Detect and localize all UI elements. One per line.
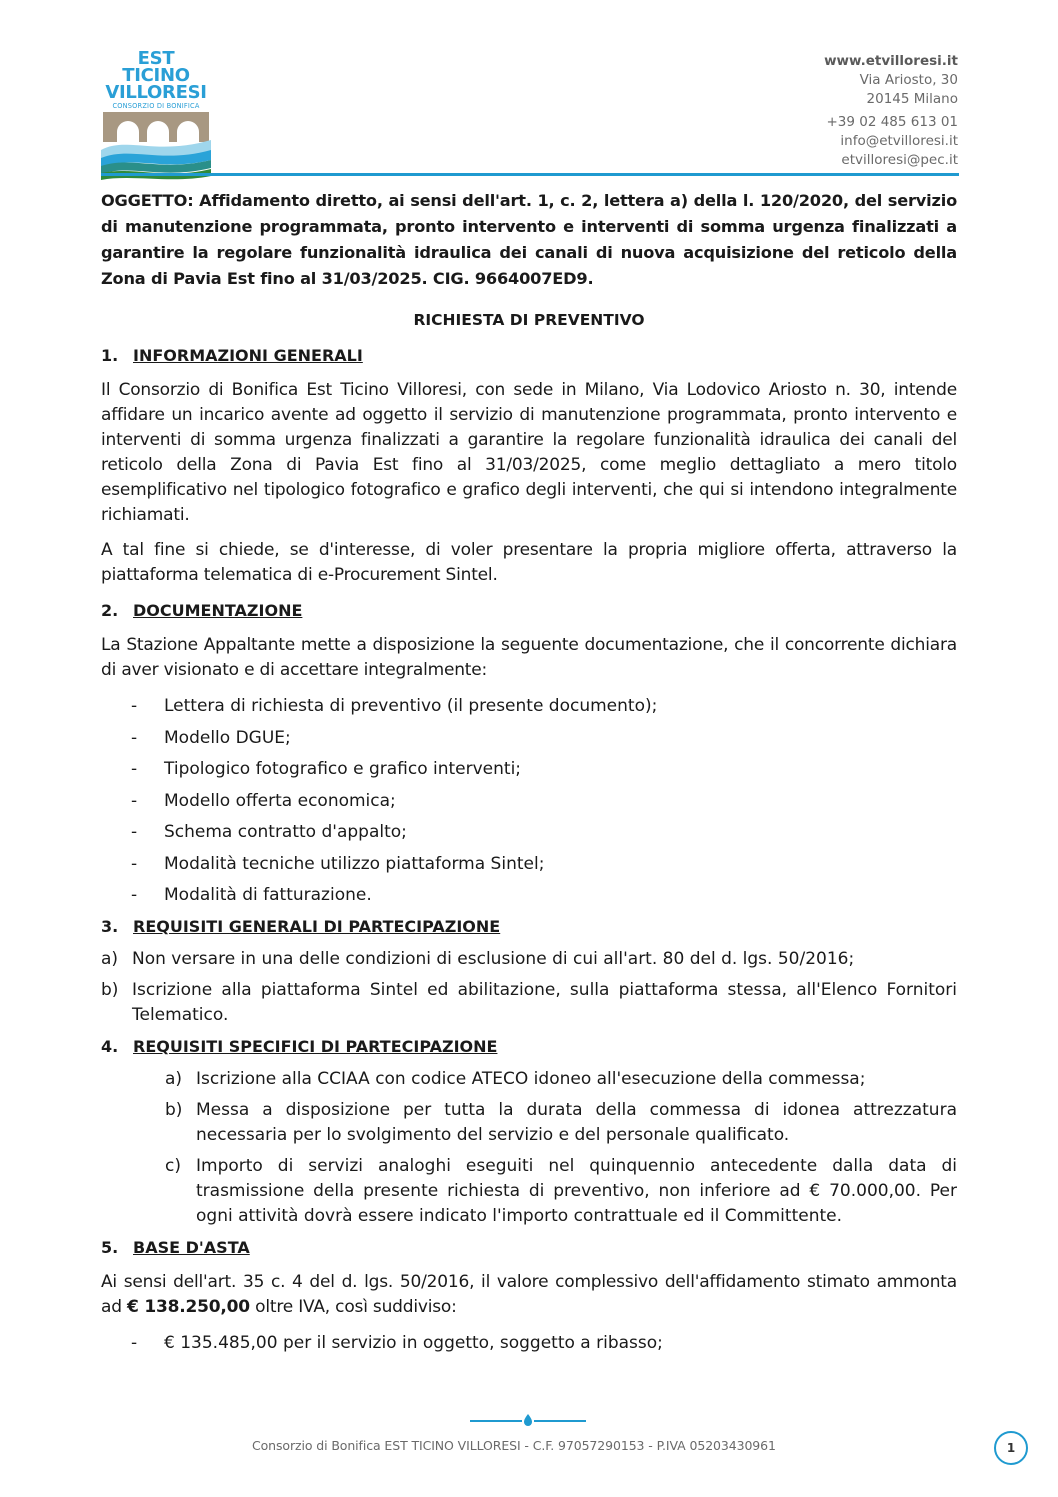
logo-line-2: VILLORESI (105, 82, 207, 103)
documentation-list (101, 691, 957, 912)
page-number: 1 (994, 1431, 1028, 1465)
list-item: - Modello DGUE; (131, 727, 291, 748)
paragraph: Ai sensi dell'art. 35 c. 4 del d. lgs. 50/2016, il valore complessivo dell'affidamento stimato ammonta ad € 138.250,00 oltre IVA, così suddiviso: (101, 1271, 957, 1317)
section-number: 3. (101, 916, 119, 936)
section-number: 5. (101, 1237, 119, 1257)
list-item: - € 135.485,00 per il servizio in oggetto, soggetto a ribasso; (131, 1332, 663, 1353)
organization-logo (101, 50, 211, 166)
general-requirements-list (101, 947, 957, 1028)
section-title: REQUISITI SPECIFICI DI PARTECIPAZIONE (133, 1036, 498, 1056)
address-city: 20145 Milano (866, 91, 958, 107)
paragraph: La Stazione Appaltante mette a disposizione la seguente documentazione, che il concorrente dichiara di aver visionato e di accettare integralmente: (101, 635, 957, 680)
section-number: 2. (101, 601, 119, 620)
contact-info (824, 52, 958, 170)
aqueduct-waves-logo-icon (101, 112, 211, 182)
total-amount: € 138.250,00 (127, 1296, 250, 1317)
section-4-heading (101, 1034, 957, 1059)
document-title: RICHIESTA DI PREVENTIVO (413, 311, 645, 329)
amount-breakdown-list (101, 1328, 957, 1360)
specific-requirements-list (101, 1067, 957, 1229)
list-item: c) Importo di servizi analoghi eseguiti nel quinquennio antecedente dalla data di trasmissione della presente richiesta di preventivo, non inferiore ad € 70.000,00. Per ogni attività dovrà essere indicato l'importo contrattuale ed il Committente. (165, 1155, 957, 1226)
section-3-heading (101, 914, 957, 939)
list-item: a) Iscrizione alla CCIAA con codice ATECO idoneo all'esecuzione della commessa; (165, 1068, 866, 1089)
list-item: - Lettera di richiesta di preventivo (il presente documento); (131, 696, 658, 717)
email-link[interactable]: info@etvilloresi.it (840, 133, 958, 149)
list-item: - Tipologico fotografico e grafico interventi; (131, 759, 522, 780)
phone-number: +39 02 485 613 01 (826, 114, 958, 130)
list-item: - Schema contratto d'appalto; (131, 822, 407, 843)
header-divider (101, 173, 959, 176)
section-2-heading (101, 598, 957, 623)
logo-line-3: CONSORZIO DI BONIFICA (112, 102, 200, 110)
water-drop-divider-icon (470, 1412, 586, 1426)
paragraph: Il Consorzio di Bonifica Est Ticino Villoresi, con sede in Milano, Via Lodovico Ariosto n. 30, intende affidare un incarico avente ad oggetto il servizio di manutenzione programmata, pronto intervento e interventi di somma urgenza finalizzati a garantire la regolare funzionalità idraulica dei canali del reticolo della Zona di Pavia Est fino al 31/03/2025, come meglio dettagliato a mero titolo esemplificativo nel tipologico fotografico e grafico degli interventi, che qui si intendono integralmente richiamati. (101, 380, 957, 525)
section-number: 4. (101, 1036, 119, 1056)
section-title: DOCUMENTAZIONE (133, 601, 303, 620)
list-item: - Modalità tecniche utilizzo piattaforma Sintel; (131, 853, 545, 874)
section-number: 1. (101, 346, 119, 365)
list-item: - Modello offerta economica; (131, 790, 396, 811)
document-body (101, 188, 957, 1359)
list-item: b) Iscrizione alla piattaforma Sintel ed abilitazione, sulla piattaforma stessa, all'Elenco Fornitori Telematico. (101, 979, 957, 1025)
section-1-heading (101, 343, 957, 368)
logo-line-1: EST TICINO (122, 48, 190, 86)
paragraph: A tal fine si chiede, se d'interesse, di voler presentare la propria migliore offerta, attraverso la piattaforma telematica di e-Procurement Sintel. (101, 540, 957, 585)
list-item: a) Non versare in una delle condizioni di esclusione di cui all'art. 80 del d. lgs. 50/2016; (101, 948, 855, 969)
list-item: - Modalità di fatturazione. (131, 885, 372, 906)
section-title: BASE D'ASTA (133, 1237, 250, 1257)
section-title: REQUISITI GENERALI DI PARTECIPAZIONE (133, 916, 501, 936)
section-5-heading (101, 1235, 957, 1260)
footer-legal-info: Consorzio di Bonifica EST TICINO VILLORESI - C.F. 97057290153 - P.IVA 05203430961 (252, 1438, 776, 1453)
pec-email-link[interactable]: etvilloresi@pec.it (841, 152, 958, 168)
section-title: INFORMAZIONI GENERALI (133, 346, 363, 365)
website-link[interactable]: www.etvilloresi.it (824, 53, 958, 69)
list-item: b) Messa a disposizione per tutta la durata della commessa di idonea attrezzatura necessaria per lo svolgimento del servizio e del personale qualificato. (165, 1099, 957, 1145)
subject-line: OGGETTO: Affidamento diretto, ai sensi dell'art. 1, c. 2, lettera a) della l. 120/2020, del servizio di manutenzione programmata, pronto intervento e interventi di somma urgenza finalizzati a garantire la regolare funzionalità idraulica dei canali di nuova acquisizione del reticolo della Zona di Pavia Est fino al 31/03/2025. CIG. 9664007ED9. (101, 191, 957, 288)
address-street: Via Ariosto, 30 (859, 72, 958, 88)
